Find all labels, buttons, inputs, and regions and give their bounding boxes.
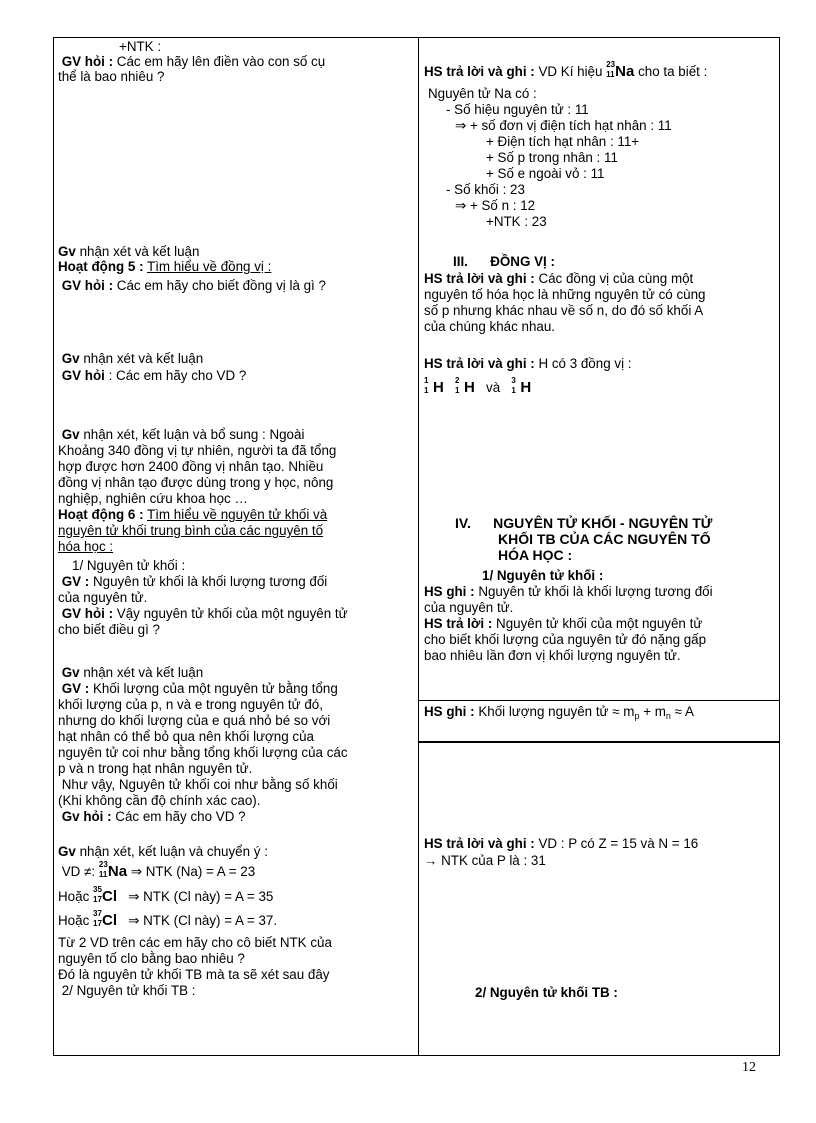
right-line-8: - Số khối : 23 xyxy=(446,182,525,197)
left-line-35: Hoặc 37 17 Cl ⇒ NTK (Cl này) = A = 37. xyxy=(58,909,278,929)
right-line-20: HÓA HỌC : xyxy=(498,547,573,563)
left-line-31: Gv hỏi : Các em hãy cho VD ? xyxy=(61,809,246,824)
right-line-25: cho biết khối lượng của nguyên tử đó nặng gấp xyxy=(424,632,707,647)
left-line-26: hạt nhân có thể bỏ qua nên khối lượng của xyxy=(58,729,314,744)
left-line-9: Gv nhận xét, kết luận và bổ sung : Ngoài xyxy=(61,427,305,442)
right-line-28: HS trả lời và ghi : VD : P có Z = 15 và N = 16 xyxy=(424,836,699,851)
left-line-4: Gv nhận xét và kết luận xyxy=(58,244,200,259)
left-line-28: p và n trong hạt nhân nguyên tử. xyxy=(58,761,253,776)
right-line-5: + Điện tích hạt nhân : 11+ xyxy=(486,134,640,149)
right-line-7: + Số e ngoài vỏ : 11 xyxy=(486,166,605,181)
right-line-27: HS ghi : Khối lượng nguyên tử ≈ $m_p + m_n \approx A$ xyxy=(424,704,694,721)
left-line-20: GV hỏi : Vậy nguyên tử khối của một nguyên tử xyxy=(61,606,348,621)
row-divider-top xyxy=(418,700,780,701)
left-line-23: GV : Khối lượng của một nguyên tử bằng tổng xyxy=(61,681,338,696)
right-line-6: + Số p trong nhân : 11 xyxy=(486,150,618,165)
right-line-21: 1/ Nguyên tử khối : xyxy=(482,568,604,583)
right-line-30: 2/ Nguyên tử khối TB : xyxy=(475,985,618,1000)
right-line-1: HS trả lời và ghi : VD Kí hiệu 23 11 Na cho ta biết : xyxy=(424,60,708,80)
left-line-32: Gv nhận xét, kết luận và chuyển ý : xyxy=(58,844,268,859)
left-line-5: Hoạt động 5 : Tìm hiểu về đồng vị : xyxy=(58,259,272,274)
right-line-17: 1 1 H 2 1 H và 3 1 H xyxy=(424,376,532,396)
left-line-10: Khoảng 340 đồng vị tự nhiên, người ta đã tổng xyxy=(58,443,337,458)
left-line-36: Từ 2 VD trên các em hãy cho cô biết NTK của xyxy=(58,935,332,950)
left-line-3: thể là bao nhiêu ? xyxy=(58,69,165,84)
left-line-1: +NTK : xyxy=(119,39,162,54)
h1-nuclide-symbol: 1 1 H xyxy=(424,376,444,396)
right-line-22: HS ghi : Nguyên tử khối là khối lượng tương đối xyxy=(424,584,713,599)
left-line-37: nguyên tố clo bằng bao nhiêu ? xyxy=(58,951,245,966)
right-line-2: Nguyên tử Na có : xyxy=(428,86,537,101)
left-line-38: Đó là nguyên tử khối TB mà ta sẽ xét sau đây xyxy=(58,967,330,982)
left-line-12: đồng vị nhân tạo được dùng trong y học, nông xyxy=(58,475,334,490)
right-line-11: III. ĐỒNG VỊ : xyxy=(453,254,555,269)
left-line-19: của nguyên tử. xyxy=(58,590,148,605)
right-line-9: ⇒ + Số n : 12 xyxy=(455,198,536,213)
na-nuclide-symbol-right: 23 11 Na xyxy=(606,60,635,80)
h2-nuclide-symbol: 2 1 H xyxy=(455,376,475,396)
left-line-34: Hoặc 35 17 Cl ⇒ NTK (Cl này) = A = 35 xyxy=(58,885,274,905)
left-line-24: khối lượng của p, n và e trong nguyên tử đó, xyxy=(58,697,323,712)
page-number: 12 xyxy=(742,1060,756,1075)
right-line-10: +NTK : 23 xyxy=(486,214,547,229)
cl37-nuclide-symbol: 37 17 Cl xyxy=(93,909,117,929)
left-line-16: hóa học : xyxy=(58,539,114,554)
left-line-6: GV hỏi : Các em hãy cho biết đồng vị là gì ? xyxy=(61,278,326,293)
left-line-13: nghiệp, nghiên cứu khoa học … xyxy=(58,491,248,506)
left-line-11: hợp được hơn 2400 đồng vị nhân tạo. Nhiều xyxy=(58,459,324,474)
cl35-nuclide-symbol: 35 17 Cl xyxy=(93,885,117,905)
right-line-15: của chúng khác nhau. xyxy=(424,319,556,334)
row-divider-bottom xyxy=(418,741,780,743)
left-line-15: nguyên tử khối trung bình của các nguyên tố xyxy=(58,523,324,538)
right-line-16: HS trả lời và ghi : H có 3 đồng vị : xyxy=(424,356,632,371)
left-line-18: GV : Nguyên tử khối là khối lượng tương đối xyxy=(61,574,328,589)
right-line-26: bao nhiêu lần đơn vị khối lượng nguyên tử. xyxy=(424,648,681,663)
left-line-33: VD ≠: 23 11 Na ⇒ NTK (Na) = A = 23 xyxy=(61,860,256,880)
left-line-39: 2/ Nguyên tử khối TB : xyxy=(61,983,196,998)
left-line-14: Hoạt động 6 : Tìm hiểu về nguyên tử khối và xyxy=(58,507,328,522)
left-line-7: Gv nhận xét và kết luận xyxy=(61,351,204,366)
left-line-8: GV hỏi : Các em hãy cho VD ? xyxy=(61,368,247,383)
right-line-24: HS trả lời : Nguyên tử khối của một nguyên tử xyxy=(424,616,703,631)
left-line-21: cho biết điều gì ? xyxy=(58,622,160,637)
left-line-29: Như vậy, Nguyên tử khối coi như bằng số khối xyxy=(61,777,338,792)
right-line-23: của nguyên tử. xyxy=(424,600,514,615)
right-line-19: KHỐI TB CỦA CÁC NGUYÊN TỐ xyxy=(498,531,711,547)
left-line-25: nhưng do khối lượng của e quá nhỏ bé so với xyxy=(58,713,331,728)
left-line-22: Gv nhận xét và kết luận xyxy=(61,665,204,680)
na-nuclide-symbol: 23 11 Na xyxy=(98,860,128,880)
right-line-12: HS trả lời và ghi : Các đồng vị của cùng một xyxy=(424,271,694,286)
left-line-27: nguyên tử coi như bằng tổng khối lượng của các xyxy=(58,745,348,760)
right-line-18: IV. NGUYÊN TỬ KHỐI - NGUYÊN TỬ xyxy=(455,515,713,531)
right-line-13: nguyên tố hóa học là những nguyên tử có cùng xyxy=(424,287,706,302)
left-line-30: (Khi không cần độ chính xác cao). xyxy=(58,793,261,808)
left-line-17: 1/ Nguyên tử khối : xyxy=(72,558,186,573)
h3-nuclide-symbol: 3 1 H xyxy=(511,376,532,396)
right-line-4: ⇒ + số đơn vị điện tích hạt nhân : 11 xyxy=(455,118,672,133)
left-line-2: GV hỏi : Các em hãy lên điền vào con số cụ xyxy=(61,54,326,69)
right-line-14: số p nhưng khác nhau về số n, do đó số khối A xyxy=(424,303,704,318)
column-divider xyxy=(418,37,419,1056)
right-line-29: → NTK của P là : 31 xyxy=(424,853,546,868)
right-line-3: - Số hiệu nguyên tử : 11 xyxy=(446,102,589,117)
